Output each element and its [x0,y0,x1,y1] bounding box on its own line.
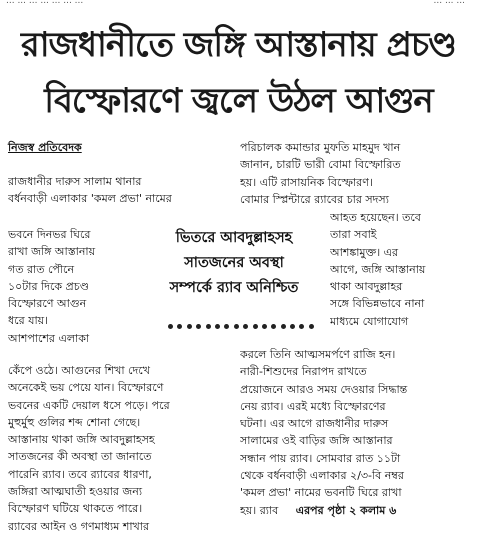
headline-line-2: বিস্ফোরণে জ্বলে উঠল আগুন [44,81,433,121]
text-line: নারী-শিশুদের নিরাপদ রাখতে [240,365,367,379]
text-line: জঙ্গিরা আত্মঘাতী হওয়ার জন্য [8,485,143,499]
text-line: বিস্ফোরণ ঘটিয়ে থাকতে পারে। [8,502,143,516]
text-line: র‌্যাবের আইন ও গণমাধ্যম শাখার [8,519,150,533]
text-line: বিস্ফোরণে আগুন [8,297,87,311]
pull-quote-line: ভিতরে আবদুল্লাহসহ [175,230,293,246]
dotted-separator [168,324,314,330]
headline-line-1: রাজধানীতে জঙ্গি আস্তানায় প্রচণ্ড [21,25,456,65]
text-line: মাধ্যমে যোগাযোগ [330,314,409,328]
text-line: প্রয়োজনে আরও সময় দেওয়ার সিদ্ধান্ত [240,382,408,396]
pull-quote-line: সম্পর্কে র‌্যাব অনিশ্চিত [169,280,299,296]
last-line-text: হয়। র‌্যাব [240,503,279,517]
text-line: আগে, জঙ্গি আস্তানায় [330,262,426,276]
text-line: বর্ধনবাড়ী এলাকার 'কমল প্রভা' নামের [8,192,172,206]
strip-left-text: ... ... ... ... ... ... ... [6,0,84,6]
text-line: পারেনি র‌্যাব। তবে র‌্যাবের ধারণা, [8,467,152,481]
text-line: বোমার স্প্লিন্টারে র‌্যাবের চার সদস্য [240,192,389,206]
text-line: গত রাত পৌনে [8,262,75,276]
text-line: ১০টার দিকে প্রচণ্ড [8,279,90,293]
previous-article-strip [0,0,477,10]
text-line: থাকা আবদুল্লাহর [330,280,403,294]
text-line: অনেকেই ভয় পেয়ে যান। বিস্ফোরণে [8,381,164,395]
text-line-last [240,502,472,519]
text-line: সন্ধান পায় র‌্যাব। সোমবার রাত ১১টা [240,451,401,465]
text-line: আহত হয়েছেন। তবে [330,211,421,224]
pull-quote-line: সাতজনের অবস্থা [184,255,284,271]
text-line: আস্তানায় থাকা জঙ্গি আবদুল্লাহসহ [8,433,155,447]
text-line: ধরে যায়। [8,314,49,328]
text-line: থেকে বর্ধনবাড়ী এলাকার ২/৩-বি নম্বর [240,469,404,483]
text-line: জানান, চারটি ভারী বোমা বিস্ফোরিত [240,158,401,172]
right-column-top [240,139,472,208]
text-line: ভবনের একটি দেয়াল ধসে পড়ে। পরে [8,398,170,412]
text-line: আশপাশের এলাকা [8,331,90,345]
text-line: রাজধানীর দারুস সালাম থানার [8,175,142,188]
text-line: 'কমল প্রভা' নামের ভবনটি ঘিরে রাখা [240,486,402,500]
pull-quote [142,226,326,301]
text-line: পরিচালক কমান্ডার মুফতি মাহমুদ খান [240,141,401,154]
text-line: রাখা জঙ্গি আস্তানায় [8,245,96,259]
continuation-link[interactable]: এরপর পৃষ্ঠা ২ কলাম ৬ [295,503,397,517]
text-line: করলে তিনি আত্মসমর্পণে রাজি হন। [240,348,396,361]
text-line: আশঙ্কামুক্ত। এর [330,245,399,259]
text-line: ভবনে দিনভর ঘিরে [8,228,91,241]
text-line: সাতজনের কী অবস্থা তা জানাতে [8,450,152,464]
byline: নিজস্ব প্রতিবেদক [8,141,82,154]
text-line: তারা সবাই [330,228,377,242]
right-column-bottom [240,346,472,519]
left-column-narrow [8,226,138,347]
text-line: হয়। এটি রাসায়নিক বিস্ফোরণ। [240,175,373,189]
text-line: ঘটনা। এর আগে রাজধানীর দারুস [240,417,389,431]
text-line: সালামের ওই বাড়ির জঙ্গি আস্তানার [240,434,393,448]
text-line: মুহুর্মুহু গুলির শব্দ শোনা গেছে। [8,415,141,429]
left-column-top [8,173,214,208]
left-column-bottom [8,362,214,535]
text-line: কেঁপে ওঠে। আগুনের শিখা দেখে [8,364,150,377]
strip-right-text: ... ... ... [433,0,465,6]
right-column-narrow [330,209,472,330]
text-line: নেয় র‌্যাব। এরই মধ্যে বিস্ফোরণের [240,399,386,413]
text-line: সঙ্গে বিভিন্নভাবে নানা [330,297,425,311]
